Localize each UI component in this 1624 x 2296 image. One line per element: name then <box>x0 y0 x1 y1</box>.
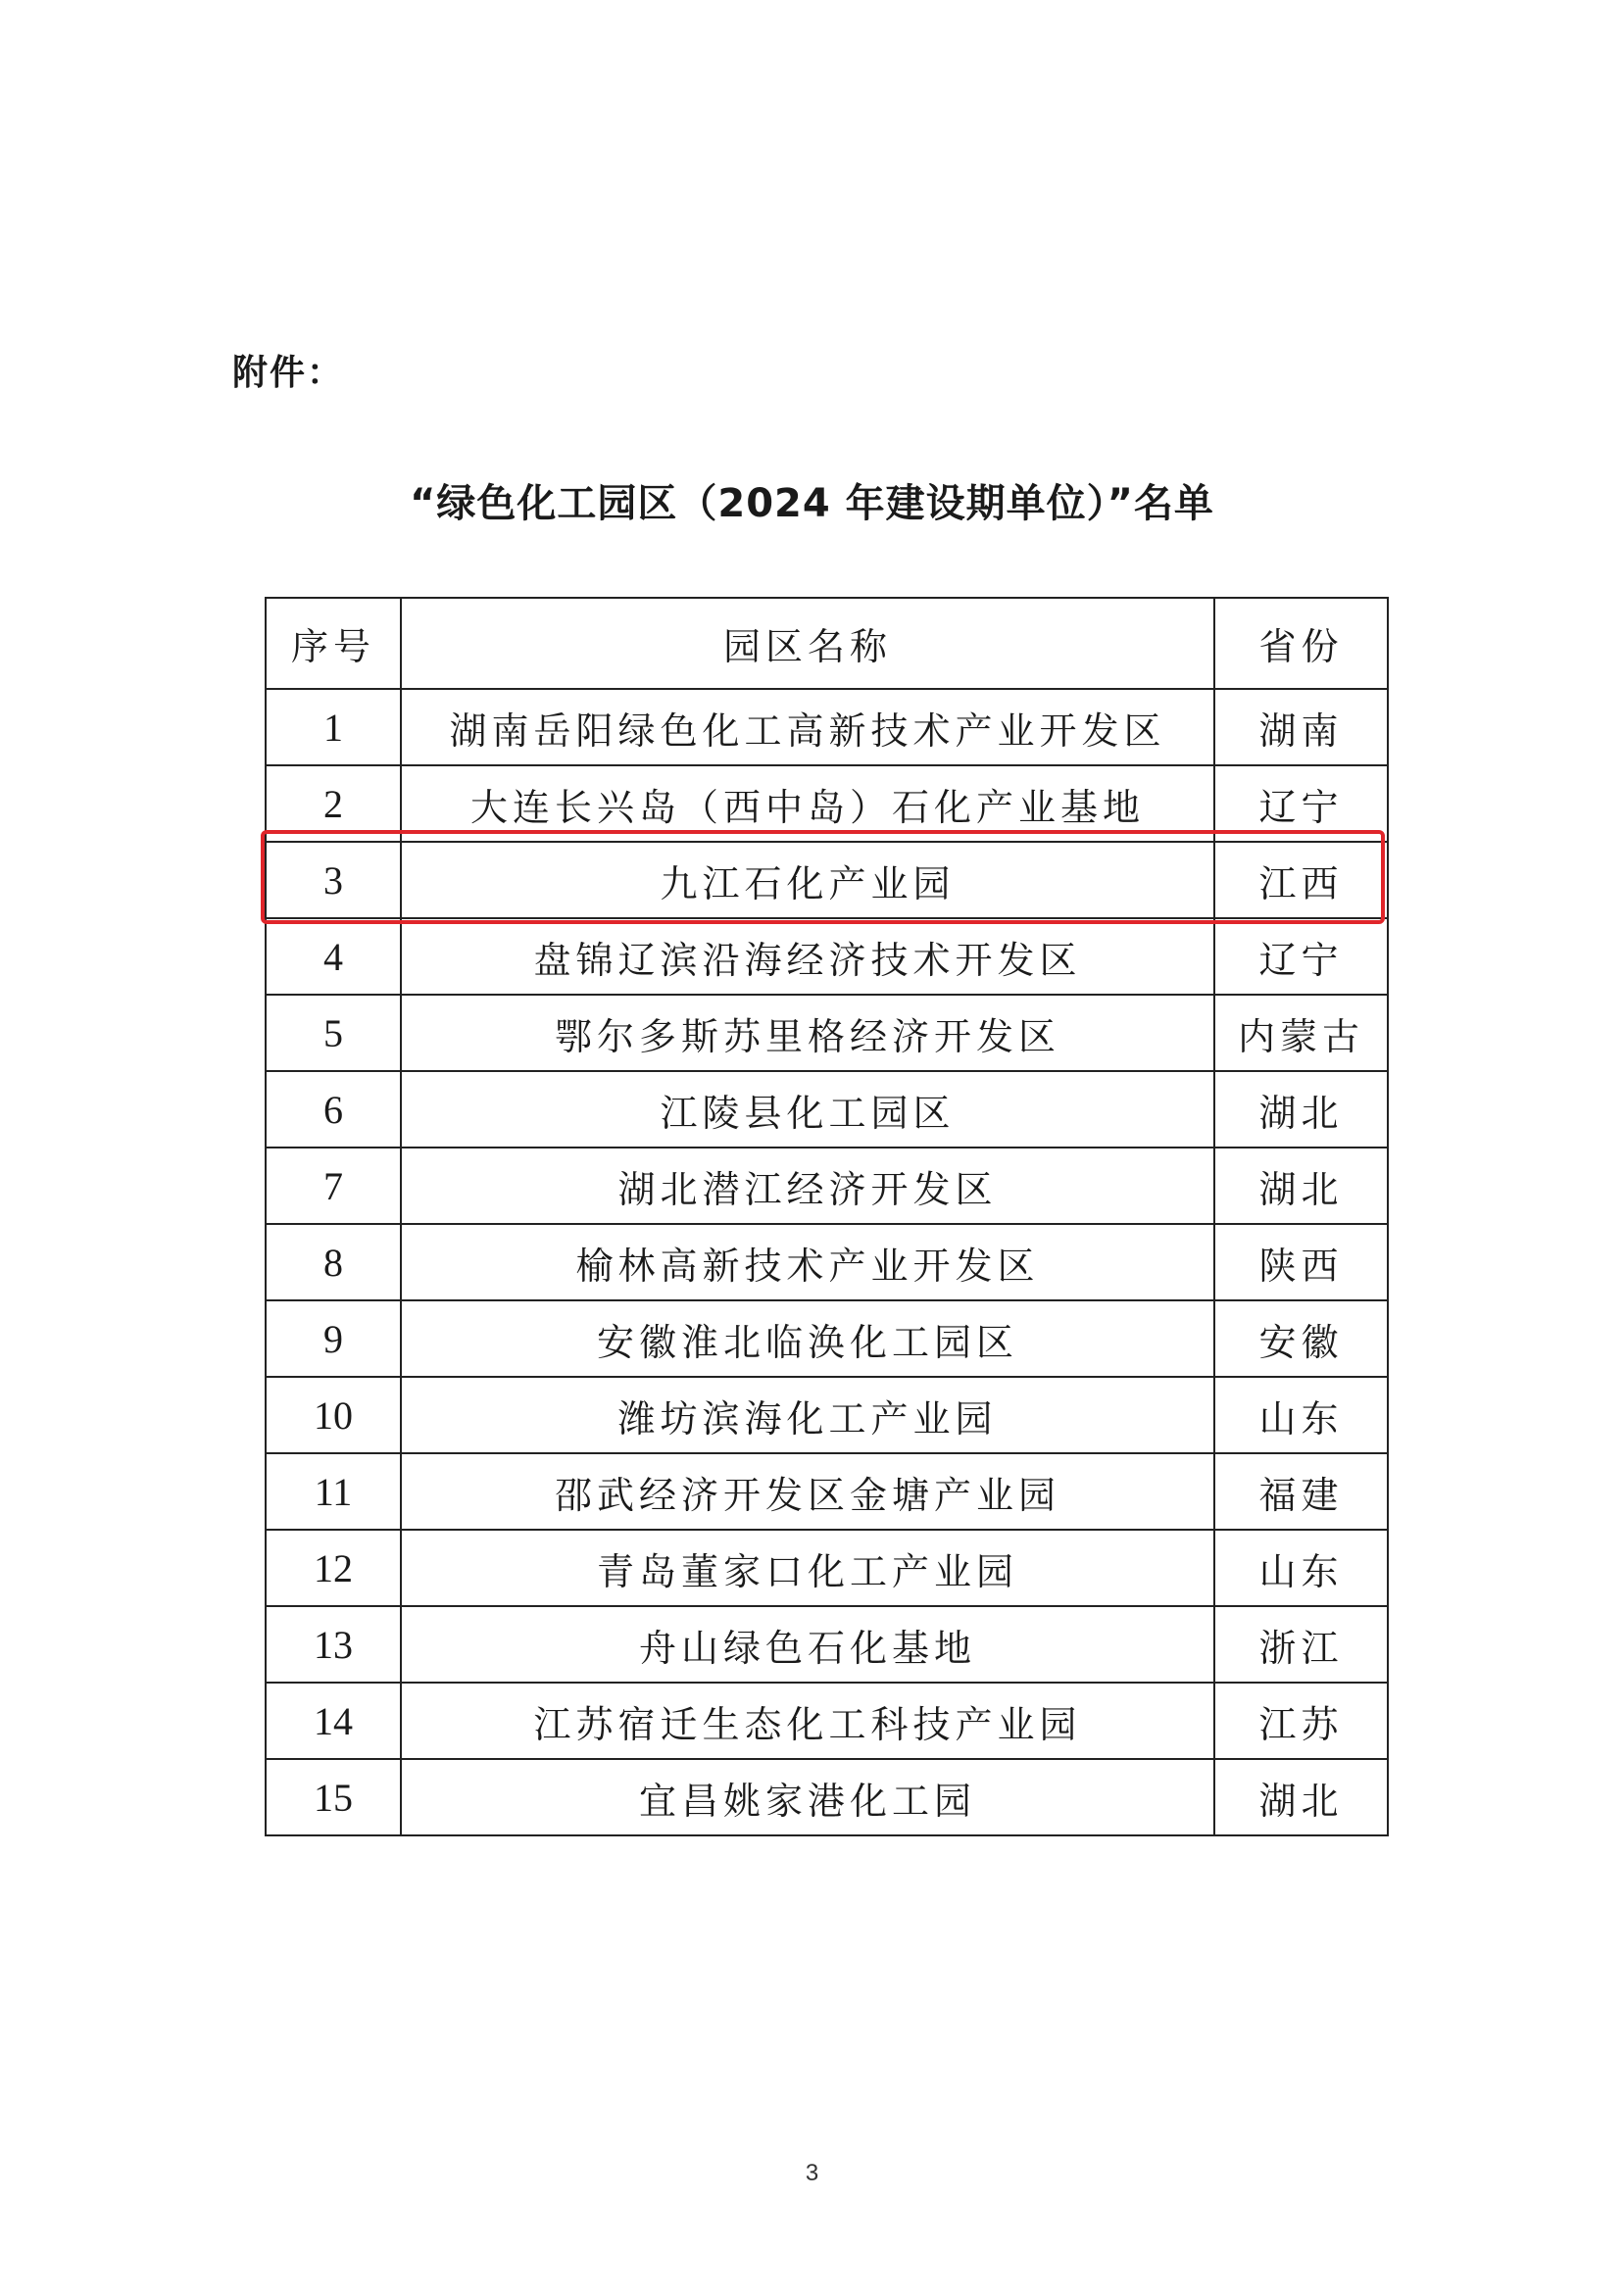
table-row-highlighted <box>266 842 1388 918</box>
table-header-row <box>266 598 1388 689</box>
row-serial-number: 3 <box>266 842 401 918</box>
row-serial-number: 7 <box>266 1148 401 1224</box>
row-serial-number: 14 <box>266 1683 401 1759</box>
row-serial-number: 5 <box>266 995 401 1071</box>
park-list-table <box>265 597 1389 1836</box>
row-park-name: 安徽淮北临涣化工园区 <box>401 1300 1214 1377</box>
row-park-name: 舟山绿色石化基地 <box>401 1606 1214 1683</box>
table-row <box>266 1530 1388 1606</box>
table-row <box>266 1071 1388 1148</box>
row-park-name: 大连长兴岛（西中岛）石化产业基地 <box>401 765 1214 842</box>
table-row <box>266 765 1388 842</box>
table-row <box>266 1148 1388 1224</box>
row-park-name: 宜昌姚家港化工园 <box>401 1759 1214 1835</box>
row-park-name: 九江石化产业园 <box>401 842 1214 918</box>
row-province: 福建 <box>1214 1453 1388 1530</box>
row-province: 江西 <box>1214 842 1388 918</box>
row-province: 湖南 <box>1214 689 1388 765</box>
attachment-label: 附件： <box>232 353 345 393</box>
row-serial-number: 6 <box>266 1071 401 1148</box>
row-park-name: 江苏宿迁生态化工科技产业园 <box>401 1683 1214 1759</box>
row-province: 湖北 <box>1214 1071 1388 1148</box>
row-province: 辽宁 <box>1214 918 1388 995</box>
table-row <box>266 1300 1388 1377</box>
row-park-name: 青岛董家口化工产业园 <box>401 1530 1214 1606</box>
table-row <box>266 1683 1388 1759</box>
document-title: “绿色化工园区（2024 年建设期单位）”名单 <box>410 481 1214 526</box>
header-province: 省份 <box>1214 598 1388 689</box>
row-province: 陕西 <box>1214 1224 1388 1300</box>
row-province: 湖北 <box>1214 1148 1388 1224</box>
row-province: 江苏 <box>1214 1683 1388 1759</box>
row-park-name: 盘锦辽滨沿海经济技术开发区 <box>401 918 1214 995</box>
row-province: 山东 <box>1214 1530 1388 1606</box>
row-park-name: 江陵县化工园区 <box>401 1071 1214 1148</box>
page-number: 3 <box>805 2160 819 2186</box>
row-province: 湖北 <box>1214 1759 1388 1835</box>
row-province: 安徽 <box>1214 1300 1388 1377</box>
row-province: 辽宁 <box>1214 765 1388 842</box>
row-serial-number: 11 <box>266 1453 401 1530</box>
row-serial-number: 15 <box>266 1759 401 1835</box>
table-row <box>266 995 1388 1071</box>
header-serial-number: 序号 <box>266 598 401 689</box>
header-park-name: 园区名称 <box>401 598 1214 689</box>
table-row <box>266 1224 1388 1300</box>
row-serial-number: 12 <box>266 1530 401 1606</box>
row-park-name: 邵武经济开发区金塘产业园 <box>401 1453 1214 1530</box>
table-row <box>266 1453 1388 1530</box>
row-serial-number: 1 <box>266 689 401 765</box>
row-serial-number: 8 <box>266 1224 401 1300</box>
row-serial-number: 10 <box>266 1377 401 1453</box>
row-province: 山东 <box>1214 1377 1388 1453</box>
row-park-name: 湖南岳阳绿色化工高新技术产业开发区 <box>401 689 1214 765</box>
row-park-name: 湖北潜江经济开发区 <box>401 1148 1214 1224</box>
table-row <box>266 918 1388 995</box>
row-province: 内蒙古 <box>1214 995 1388 1071</box>
row-park-name: 榆林高新技术产业开发区 <box>401 1224 1214 1300</box>
row-province: 浙江 <box>1214 1606 1388 1683</box>
row-park-name: 潍坊滨海化工产业园 <box>401 1377 1214 1453</box>
row-serial-number: 13 <box>266 1606 401 1683</box>
row-serial-number: 4 <box>266 918 401 995</box>
row-serial-number: 9 <box>266 1300 401 1377</box>
row-serial-number: 2 <box>266 765 401 842</box>
table-row <box>266 1759 1388 1835</box>
row-park-name: 鄂尔多斯苏里格经济开发区 <box>401 995 1214 1071</box>
table-row <box>266 689 1388 765</box>
table-row <box>266 1606 1388 1683</box>
table-row <box>266 1377 1388 1453</box>
